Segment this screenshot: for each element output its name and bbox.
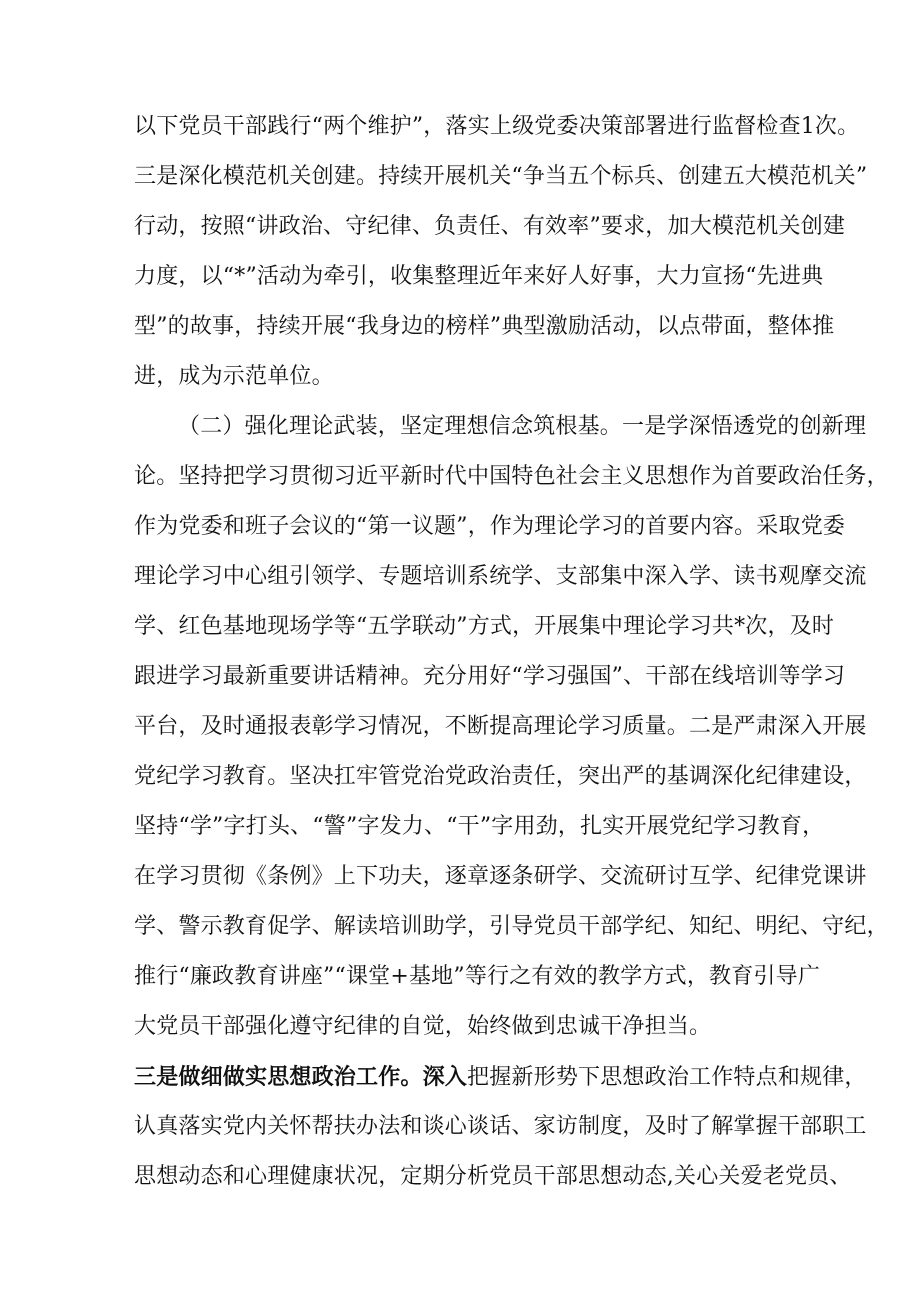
text-line: 三是深化模范机关创建。持续开展机关“争当五个标兵、创建五大模范机关”	[134, 164, 868, 189]
text-line: 学、红色基地现场学等“五学联动”方式，开展集中理论学习共*次，及时	[134, 614, 835, 639]
text-line: 进，成为示范单位。	[134, 364, 334, 389]
text-line: 平台，及时通报表彰学习情况，不断提高理论学习质量。二是严肃深入开展	[134, 714, 867, 739]
text-line: 作为党委和班子会议的“第一议题”，作为理论学习的首要内容。采取党委	[134, 514, 846, 539]
text-line: 在学习贯彻《条例》上下功夫，逐章逐条研学、交流研讨互学、纪律党课讲	[134, 864, 867, 889]
text-line: 型”的故事，持续开展“我身边的榜样”典型激励活动，以点带面，整体推	[134, 314, 835, 339]
text-line: 以下党员干部践行“两个维护”，落实上级党委决策部署进行监督检查1次。	[134, 114, 860, 139]
text-line: 坚持“学”字打头、“警”字发力、“干”字用劲，扎实开展党纪学习教育，	[134, 814, 825, 839]
text-line: 认真落实党内关怀帮扶办法和谈心谈话、家访制度，及时了解掌握干部职工	[134, 1114, 867, 1139]
text-line: 推行“廉政教育讲座”“课堂+基地”等行之有效的教学方式，教育引导广	[134, 964, 821, 989]
text-line	[134, 1063, 867, 1091]
text-line: 思想动态和心理健康状况，定期分析党员干部思想动态,关心关爱老党员、	[134, 1164, 852, 1189]
text-line: 大党员干部强化遵守纪律的自觉，始终做到忠诚干净担当。	[134, 1014, 712, 1039]
line-text: 把握新形势下思想政治工作特点和规律，	[467, 1065, 867, 1090]
bold-lead-text: 三是做细做实思想政治工作。深入	[134, 1064, 468, 1090]
text-line: 党纪学习教育。坚决扛牢管党治党政治责任，突出严的基调深化纪律建设，	[134, 764, 867, 789]
text-line: 理论学习中心组引领学、专题培训系统学、支部集中深入学、读书观摩交流	[134, 564, 867, 589]
text-line: 学、警示教育促学、解读培训助学，引导党员干部学纪、知纪、明纪、守纪，	[134, 914, 889, 939]
text-line: （二）强化理论武装，坚定理想信念筑根基。一是学深悟透党的创新理	[178, 414, 867, 439]
text-line: 跟进学习最新重要讲话精神。充分用好“学习强国”、干部在线培训等学习	[134, 664, 846, 689]
text-line: 行动，按照“讲政治、守纪律、负责任、有效率”要求，加大模范机关创建	[134, 214, 846, 239]
text-line: 力度，以“*”活动为牵引，收集整理近年来好人好事，大力宣扬“先进典	[134, 264, 824, 289]
text-line: 论。坚持把学习贯彻习近平新时代中国特色社会主义思想作为首要政治任务，	[134, 464, 889, 489]
